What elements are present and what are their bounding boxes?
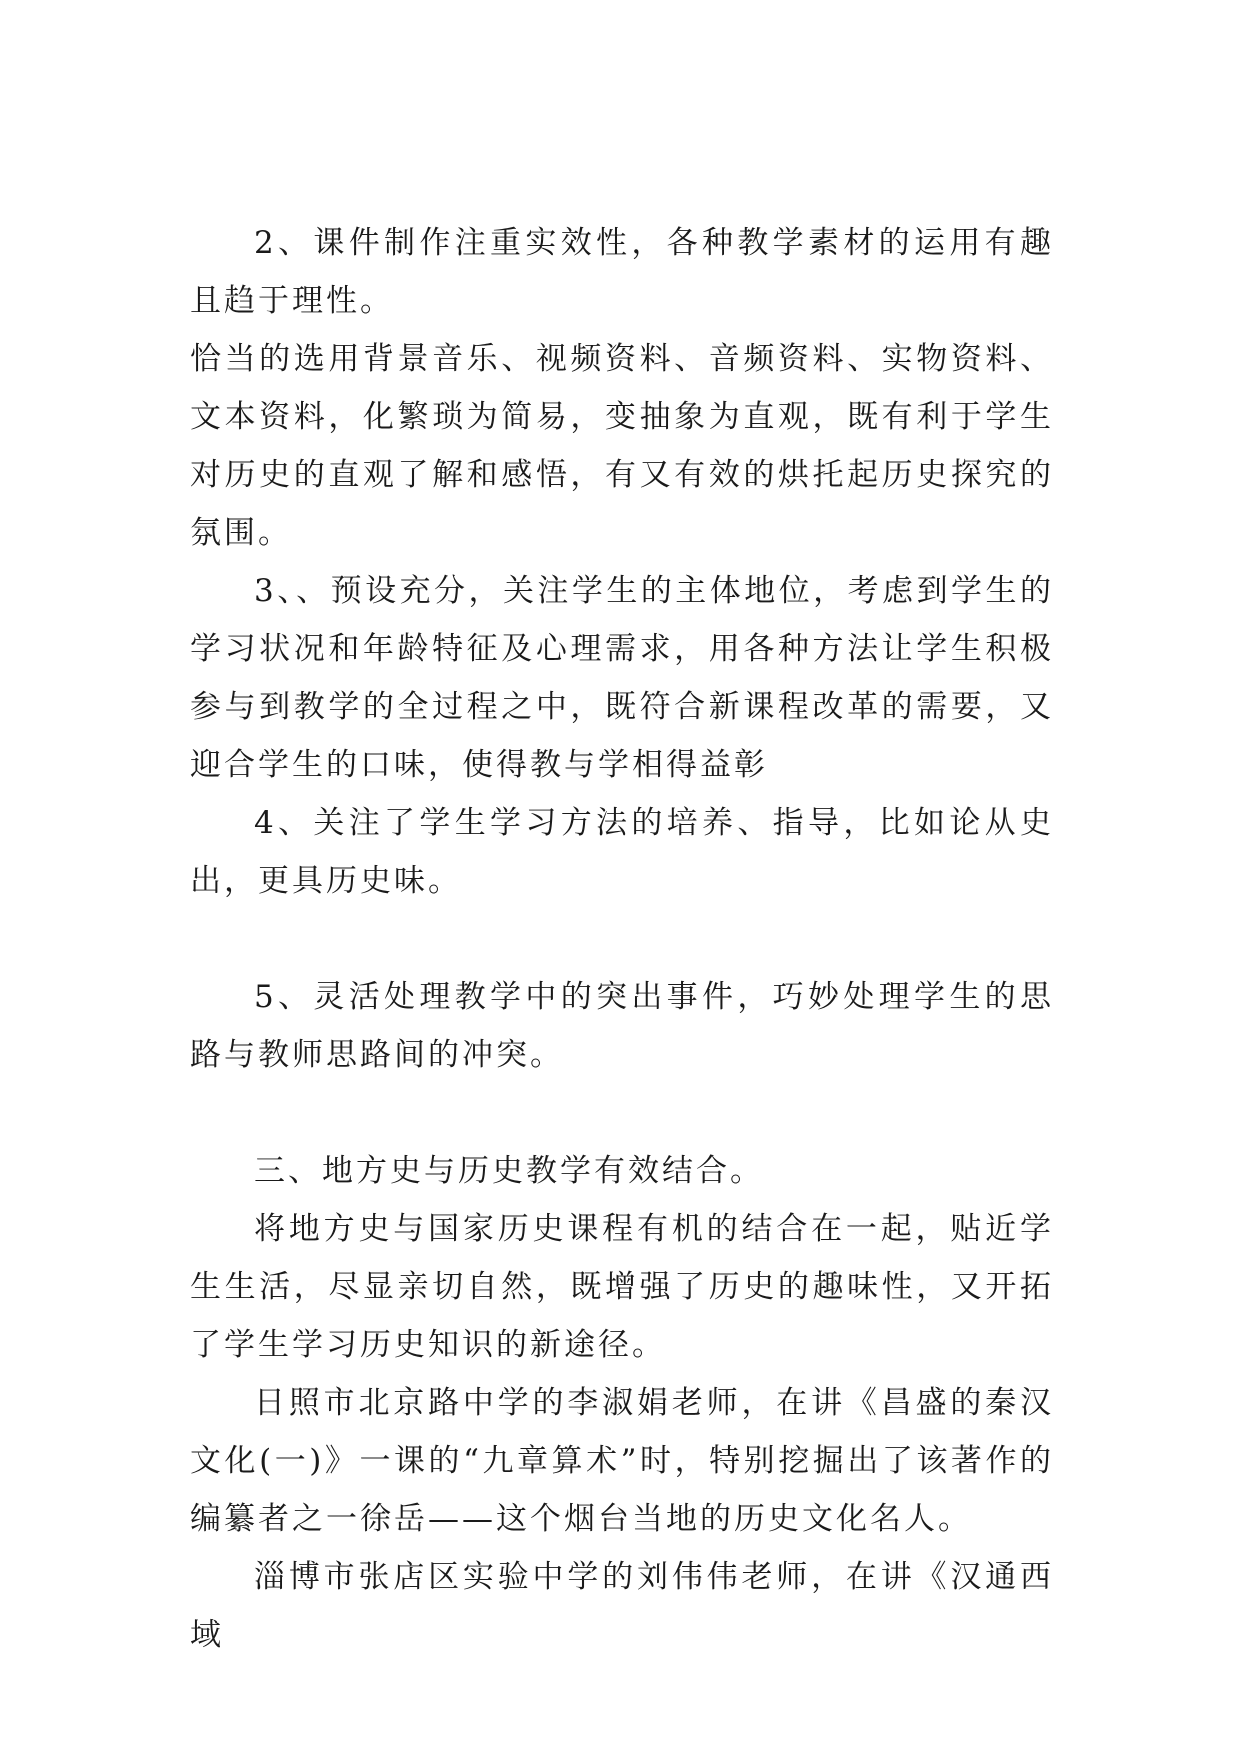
section-heading-local-history: 三、地方史与历史教学有效结合。	[254, 1153, 764, 1189]
paragraph-courseware: 2、课件制作注重实效性，各种教学素材的运用有趣且趋于理性。	[190, 225, 1054, 319]
paragraph-preparation: 3、、预设充分，关注学生的主体地位，考虑到学生的学习状况和年龄特征及心理需求，用各种方法让学生积极参与到教学的全过程之中，既符合新课程改革的需要，又迎合学生的口味，使得教与学相得益彰	[190, 573, 1054, 783]
paragraph-rizhao-example: 日照市北京路中学的李淑娟老师，在讲《昌盛的秦汉文化(一)》一课的“九章算术”时，特别挖掘出了该著作的编纂者之一徐岳——这个烟台当地的历史文化名人。	[190, 1385, 1054, 1537]
document-body	[190, 214, 1054, 1664]
paragraph-zibo-example: 淄博市张店区实验中学的刘伟伟老师，在讲《汉通西域	[190, 1559, 1054, 1653]
paragraph-flexible-handling: 5、灵活处理教学中的突出事件，巧妙处理学生的思路与教师思路间的冲突。	[190, 979, 1054, 1073]
paragraph-materials: 恰当的选用背景音乐、视频资料、音频资料、实物资料、文本资料，化繁琐为简易，变抽象为直观，既有利于学生对历史的直观了解和感悟，有又有效的烘托起历史探究的氛围。	[190, 341, 1054, 551]
paragraph-learning-methods: 4、关注了学生学习方法的培养、指导，比如论从史出，更具历史味。	[190, 805, 1054, 899]
paragraph-local-history: 将地方史与国家历史课程有机的结合在一起，贴近学生生活，尽显亲切自然，既增强了历史的趣味性，又开拓了学生学习历史知识的新途径。	[190, 1211, 1054, 1363]
